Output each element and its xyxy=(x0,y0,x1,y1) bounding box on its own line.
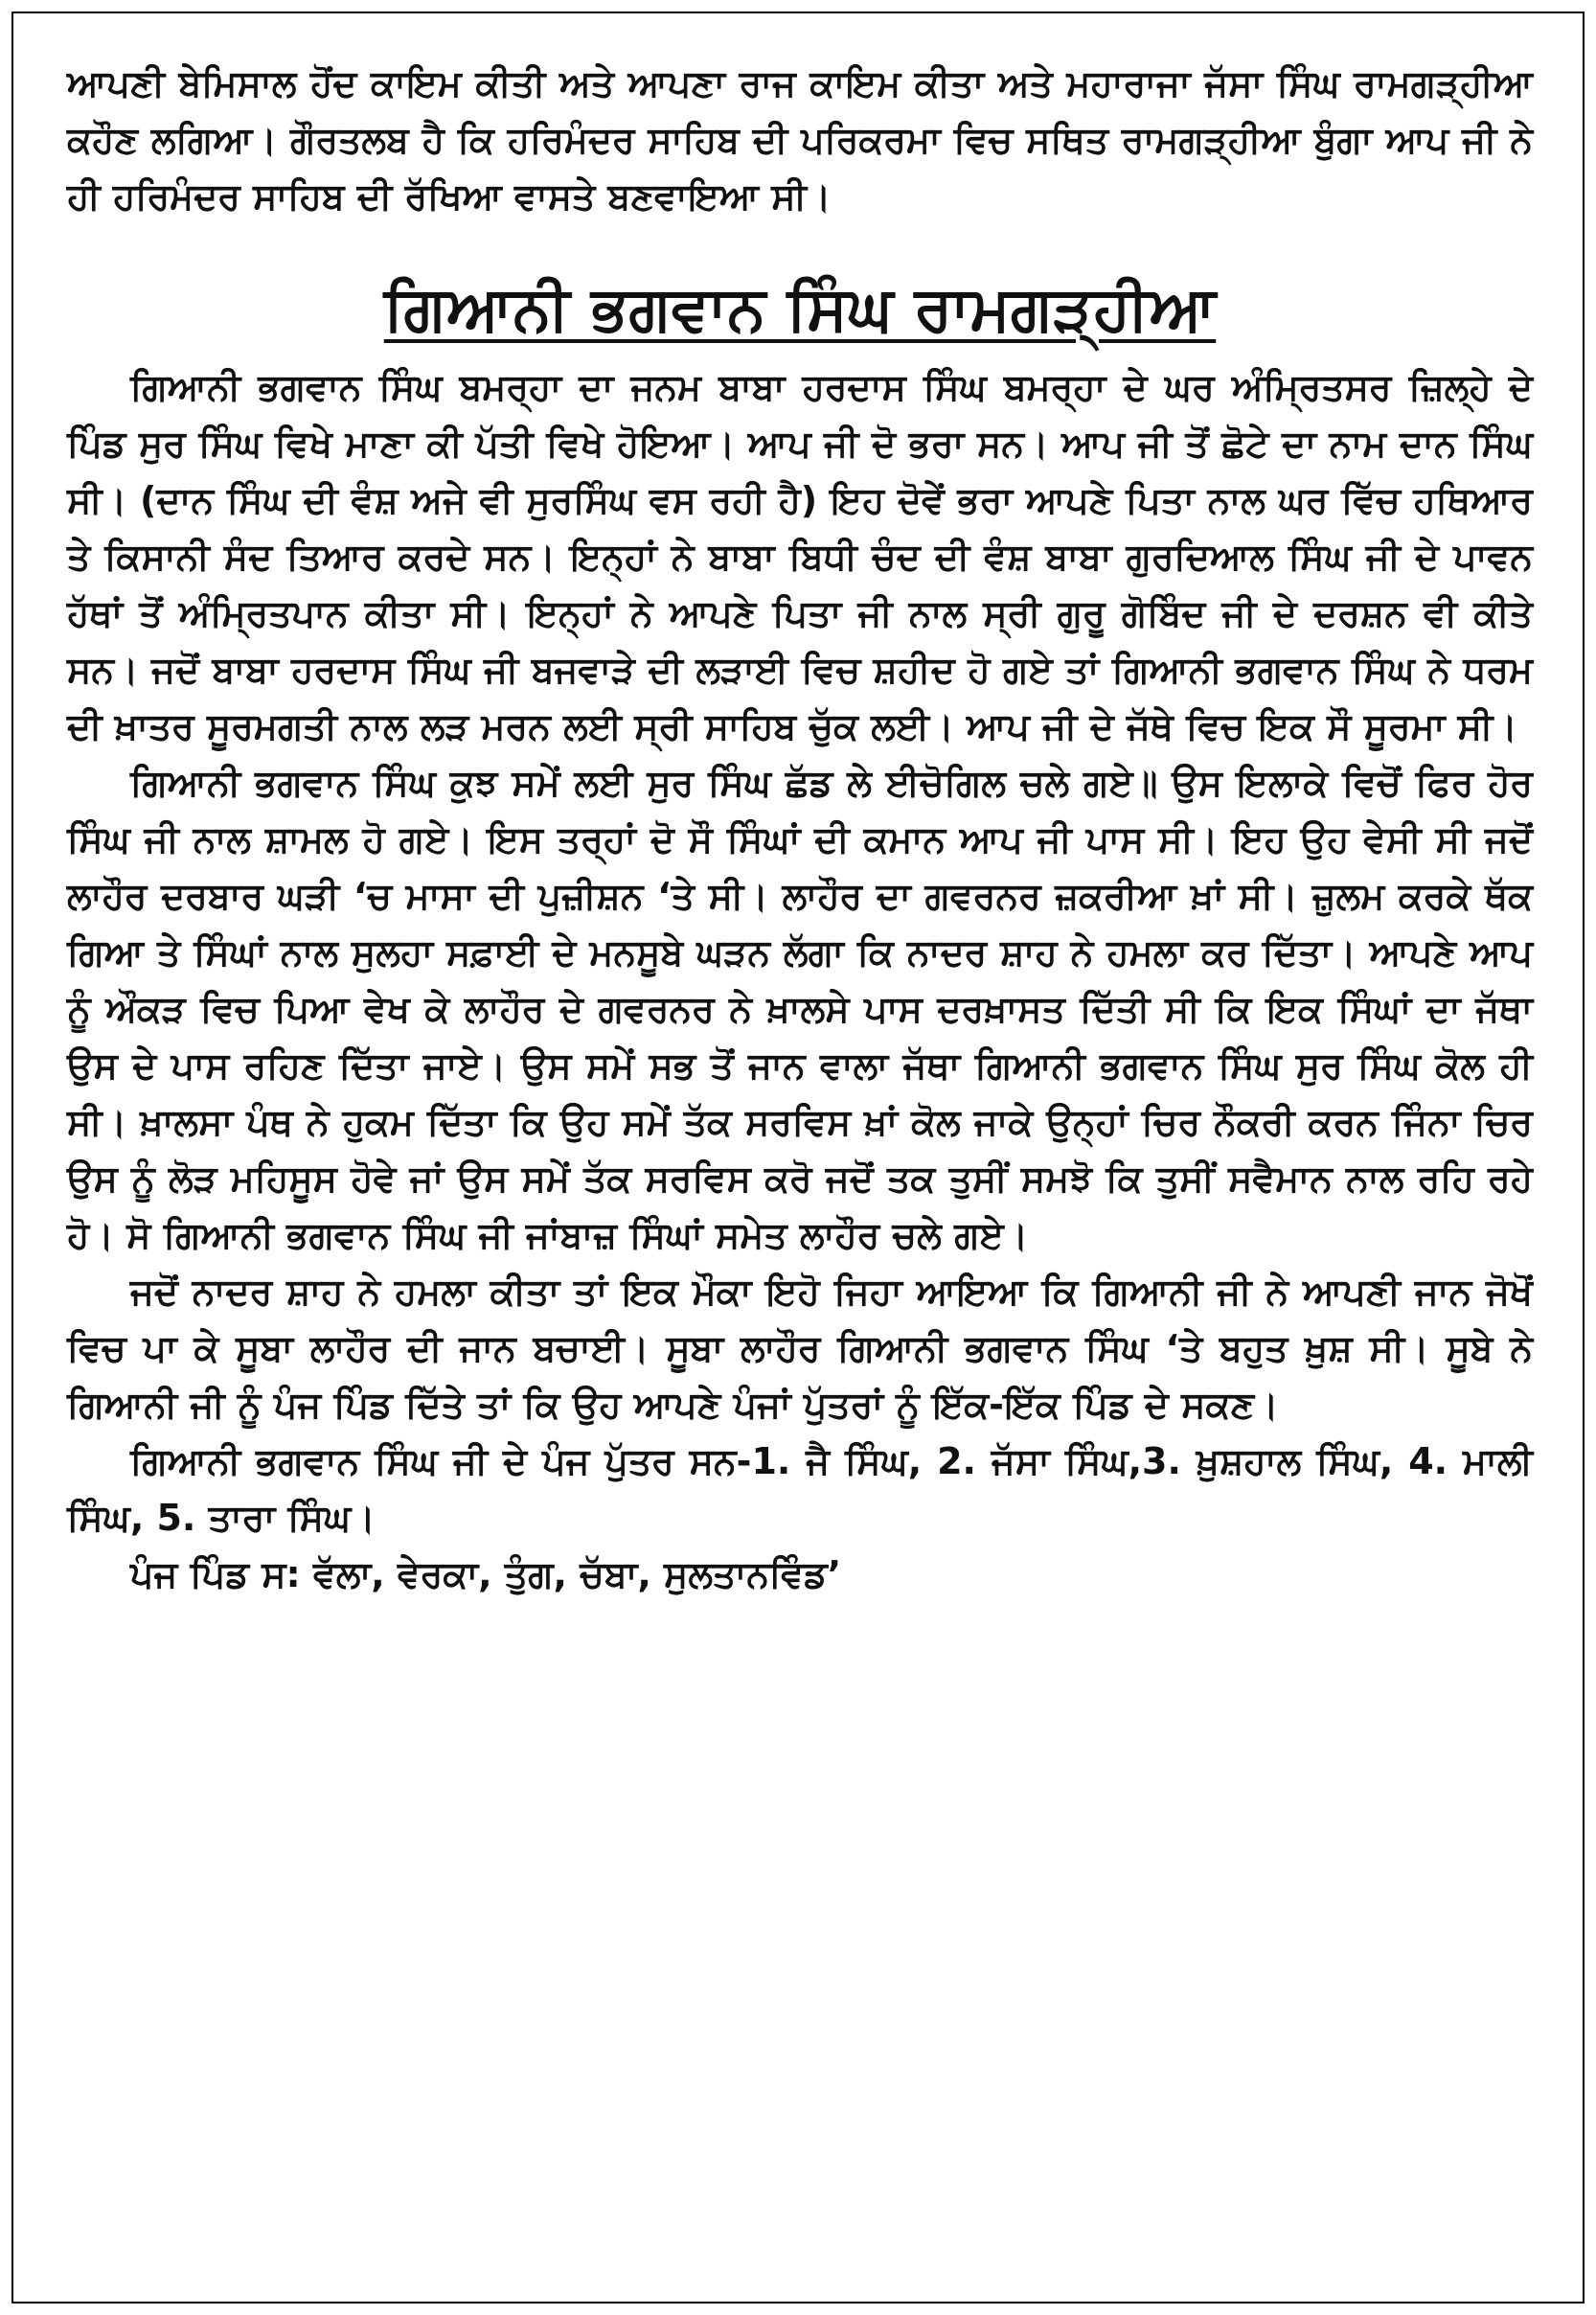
paragraph-1: ਗਿਆਨੀ ਭਗਵਾਨ ਸਿੰਘ ਬਮਰ੍ਹਾ ਦਾ ਜਨਮ ਬਾਬਾ ਹਰਦਾਸ ਸਿੰਘ ਬਮਰ੍ਹਾ ਦੇ ਘਰ ਅੰਮ੍ਰਿਤਸਰ ਜ਼ਿਲ੍ਹੇ ਦੇ ਪਿੰਡ ਸੁਰ ਸਿੰਘ ਵਿਖੇ ਮਾਣਾ ਕੀ ਪੱਤੀ ਵਿਖੇ ਹੋਇਆ। ਆਪ ਜੀ ਦੋ ਭਰਾ ਸਨ। ਆਪ ਜੀ ਤੋਂ ਛੋਟੇ ਦਾ ਨਾਮ ਦਾਨ ਸਿੰਘ ਸੀ। (ਦਾਨ ਸਿੰਘ ਦੀ ਵੰਸ਼ ਅਜੇ ਵੀ ਸੁਰਸਿੰਘ ਵਸ ਰਹੀ ਹੈ) ਇਹ ਦੋਵੇਂ ਭਰਾ ਆਪਣੇ ਪਿਤਾ ਨਾਲ ਘਰ ਵਿੱਚ ਹਥਿਆਰ ਤੇ ਕਿਸਾਨੀ ਸੰਦ ਤਿਆਰ ਕਰਦੇ ਸਨ। ਇਨ੍ਹਾਂ ਨੇ ਬਾਬਾ ਬਿਧੀ ਚੰਦ ਦੀ ਵੰਸ਼ ਬਾਬਾ ਗੁਰਦਿਆਲ ਸਿੰਘ ਜੀ ਦੇ ਪਾਵਨ ਹੱਥਾਂ ਤੋਂ ਅੰਮ੍ਰਿਤਪਾਨ ਕੀਤਾ ਸੀ। ਇਨ੍ਹਾਂ ਨੇ ਆਪਣੇ ਪਿਤਾ ਜੀ ਨਾਲ ਸ੍ਰੀ ਗੁਰੂ ਗੋਬਿੰਦ ਜੀ ਦੇ ਦਰਸ਼ਨ ਵੀ ਕੀਤੇ ਸਨ। ਜਦੋਂ ਬਾਬਾ ਹਰਦਾਸ ਸਿੰਘ ਜੀ ਬਜਵਾੜੇ ਦੀ ਲੜਾਈ ਵਿਚ ਸ਼ਹੀਦ ਹੋ ਗਏ ਤਾਂ ਗਿਆਨੀ ਭਗਵਾਨ ਸਿੰਘ ਨੇ ਧਰਮ ਦੀ ਖ਼ਾਤਰ ਸੂਰਮਗਤੀ ਨਾਲ ਲੜ ਮਰਨ ਲਈ ਸ੍ਰੀ ਸਾਹਿਬ ਚੁੱਕ ਲਈ। ਆਪ ਜੀ ਦੇ ਜੱਥੇ ਵਿਚ ਇਕ ਸੌ ਸੂਰਮਾ ਸੀ। xyxy=(67,366,1533,747)
paragraph-2: ਗਿਆਨੀ ਭਗਵਾਨ ਸਿੰਘ ਕੁਝ ਸਮੇਂ ਲਈ ਸੁਰ ਸਿੰਘ ਛੱਡ ਲੇ ਈਚੋਗਿਲ ਚਲੇ ਗਏ॥ ਉਸ ਇਲਾਕੇ ਵਿਚੋਂ ਫਿਰ ਹੋਰ ਸਿੰਘ ਜੀ ਨਾਲ ਸ਼ਾਮਲ ਹੋ ਗਏ। ਇਸ ਤਰ੍ਹਾਂ ਦੋ ਸੌ ਸਿੰਘਾਂ ਦੀ ਕਮਾਨ ਆਪ ਜੀ ਪਾਸ ਸੀ। ਇਹ ਉਹ ਵੇਸੀ ਸੀ ਜਦੋਂ ਲਾਹੌਰ ਦਰਬਾਰ ਘੜੀ ‘ਚ ਮਾਸਾ ਦੀ ਪੁਜ਼ੀਸ਼ਨ ‘ਤੇ ਸੀ। ਲਾਹੌਰ ਦਾ ਗਵਰਨਰ ਜ਼ਕਰੀਆ ਖ਼ਾਂ ਸੀ। ਜ਼ੁਲਮ ਕਰਕੇ ਥੱਕ ਗਿਆ ਤੇ ਸਿੰਘਾਂ ਨਾਲ ਸੁਲਹਾ ਸਫ਼ਾਈ ਦੇ ਮਨਸੂਬੇ ਘੜਨ ਲੱਗਾ ਕਿ ਨਾਦਰ ਸ਼ਾਹ ਨੇ ਹਮਲਾ ਕਰ ਦਿੱਤਾ। ਆਪਣੇ ਆਪ ਨੂੰ ਔਕੜ ਵਿਚ ਪਿਆ ਵੇਖ ਕੇ ਲਾਹੌਰ ਦੇ ਗਵਰਨਰ ਨੇ ਖ਼ਾਲਸੇ ਪਾਸ ਦਰਖ਼ਾਸਤ ਦਿੱਤੀ ਸੀ ਕਿ ਇਕ ਸਿੰਘਾਂ ਦਾ ਜੱਥਾ ਉਸ ਦੇ ਪਾਸ ਰਹਿਣ ਦਿੱਤਾ ਜਾਏ। ਉਸ ਸਮੇਂ ਸਭ ਤੋਂ ਜਾਨ ਵਾਲਾ ਜੱਥਾ ਗਿਆਨੀ ਭਗਵਾਨ ਸਿੰਘ ਸੁਰ ਸਿੰਘ ਕੋਲ ਹੀ ਸੀ। ਖ਼ਾਲਸਾ ਪੰਥ ਨੇ ਹੁਕਮ ਦਿੱਤਾ ਕਿ ਉਹ ਸਮੇਂ ਤੱਕ ਸਰਵਿਸ ਖ਼ਾਂ ਕੋਲ ਜਾਕੇ ਉਨ੍ਹਾਂ ਚਿਰ ਨੌਕਰੀ ਕਰਨ ਜਿੰਨਾ ਚਿਰ ਉਸ ਨੂੰ ਲੋੜ ਮਹਿਸੂਸ ਹੋਵੇ ਜਾਂ ਉਸ ਸਮੇਂ ਤੱਕ ਸਰਵਿਸ ਕਰੋ ਜਦੋਂ ਤਕ ਤੁਸੀਂ ਸਮਝੋ ਕਿ ਤੁਸੀਂ ਸਵੈਮਾਨ ਨਾਲ ਰਹਿ ਰਹੇ ਹੋ। ਸੋ ਗਿਆਨੀ ਭਗਵਾਨ ਸਿੰਘ ਜੀ ਜਾਂਬਾਜ਼ ਸਿੰਘਾਂ ਸਮੇਤ ਲਾਹੌਰ ਚਲੇ ਗਏ। xyxy=(67,762,1533,1256)
page-title-text: ਗਿਆਨੀ ਭਗਵਾਨ ਸਿੰਘ ਰਾਮਗੜ੍ਹੀਆ xyxy=(383,274,1217,345)
article-body xyxy=(67,56,1533,1603)
paragraph-3: ਜਦੋਂ ਨਾਦਰ ਸ਼ਾਹ ਨੇ ਹਮਲਾ ਕੀਤਾ ਤਾਂ ਇਕ ਮੌਕਾ ਇਹੋ ਜਿਹਾ ਆਇਆ ਕਿ ਗਿਆਨੀ ਜੀ ਨੇ ਆਪਣੀ ਜਾਨ ਜੋਖੋਂ ਵਿਚ ਪਾ ਕੇ ਸੂਬਾ ਲਾਹੌਰ ਦੀ ਜਾਨ ਬਚਾਈ। ਸੂਬਾ ਲਾਹੌਰ ਗਿਆਨੀ ਭਗਵਾਨ ਸਿੰਘ ‘ਤੇ ਬਹੁਤ ਖ਼ੁਸ਼ ਸੀ। ਸੂਬੇ ਨੇ ਗਿਆਨੀ ਜੀ ਨੂੰ ਪੰਜ ਪਿੰਡ ਦਿੱਤੇ ਤਾਂ ਕਿ ਉਹ ਆਪਣੇ ਪੰਜਾਂ ਪੁੱਤਰਾਂ ਨੂੰ ਇੱਕ-ਇੱਕ ਪਿੰਡ ਦੇ ਸਕਣ। xyxy=(67,1271,1533,1426)
paragraph-sons: ਗਿਆਨੀ ਭਗਵਾਨ ਸਿੰਘ ਜੀ ਦੇ ਪੰਜ ਪੁੱਤਰ ਸਨ-1. ਜੈ ਸਿੰਘ, 2. ਜੱਸਾ ਸਿੰਘ,3. ਖ਼ੁਸ਼ਹਾਲ ਸਿੰਘ, 4. ਮਾਲੀ ਸਿੰਘ, 5. ਤਾਰਾ ਸਿੰਘ। xyxy=(67,1440,1533,1539)
intro-paragraph: ਆਪਣੀ ਬੇਮਿਸਾਲ ਹੋਂਦ ਕਾਇਮ ਕੀਤੀ ਅਤੇ ਆਪਣਾ ਰਾਜ ਕਾਇਮ ਕੀਤਾ ਅਤੇ ਮਹਾਰਾਜਾ ਜੱਸਾ ਸਿੰਘ ਰਾਮਗੜ੍ਹੀਆ ਕਹੌਣ ਲਗਿਆ। ਗੌਰਤਲਬ ਹੈ ਕਿ ਹਰਿਮੰਦਰ ਸਾਹਿਬ ਦੀ ਪਰਿਕਰਮਾ ਵਿਚ ਸਥਿਤ ਰਾਮਗੜ੍ਹੀਆ ਬੁੰਗਾ ਆਪ ਜੀ ਨੇ ਹੀ ਹਰਿਮੰਦਰ ਸਾਹਿਬ ਦੀ ਰੱਖਿਆ ਵਾਸਤੇ ਬਣਵਾਇਆ ਸੀ। xyxy=(67,62,1533,218)
page-title xyxy=(67,271,1533,348)
villages-line: ਪੰਜ ਪਿੰਡ ਸ: ਵੱਲਾ, ਵੇਰਕਾ, ਤੁੰਗ, ਚੱਬਾ, ਸੁਲਤਾਨਵਿੰਡ’ xyxy=(130,1553,842,1595)
